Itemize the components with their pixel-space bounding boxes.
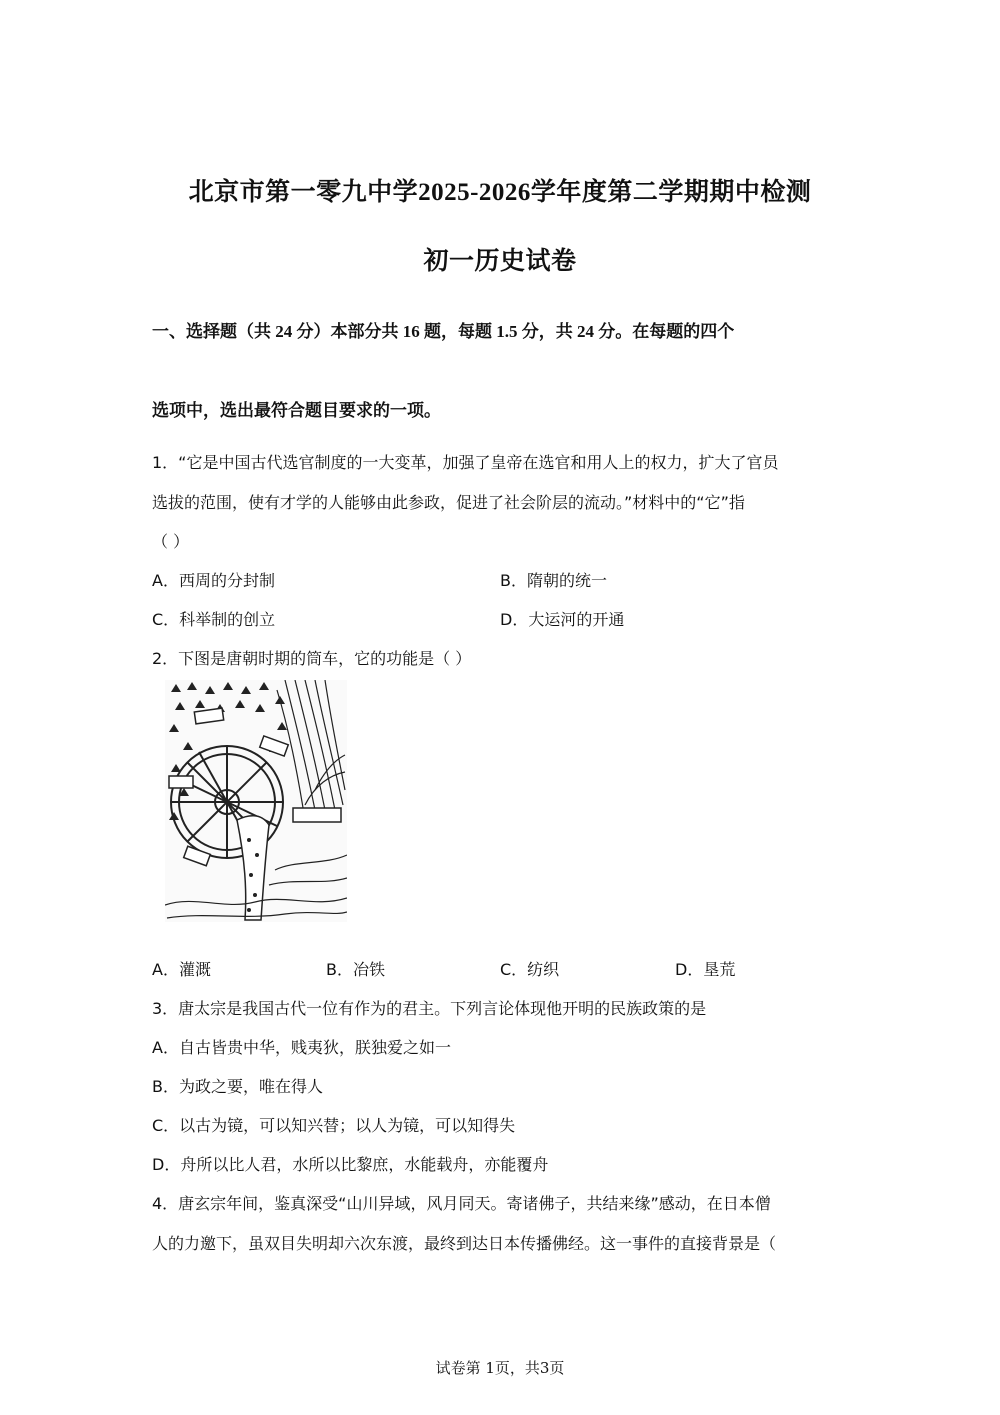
q4-stem-line1: 4．唐玄宗年间，鉴真深受“山川异域，风月同天。寄诸佛子，共结来缘”感动，在日本僧 [152,1194,771,1213]
q2-option-d[interactable]: D．垦荒 [675,960,736,979]
q1-answer-bracket: （ ） [152,532,190,551]
q3-option-c[interactable]: C．以古为镜，可以知兴替；以人为镜，可以知得失 [152,1116,516,1135]
q4-stem-line2: 人的力邀下，虽双目失明却六次东渡，最终到达日本传播佛经。这一事件的直接背景是（ [152,1234,777,1253]
q3-option-d[interactable]: D．舟所以比人君，水所以比黎庶，水能载舟，亦能覆舟 [152,1155,549,1174]
exam-subtitle: 初一历史试卷 [423,248,577,275]
page-footer: 试卷第 1页，共3页 [435,1359,565,1377]
q2-option-a[interactable]: A．灌溉 [152,960,211,979]
q3-option-b[interactable]: B．为政之要，唯在得人 [152,1077,323,1096]
q3-stem: 3．唐太宗是我国古代一位有作为的君主。下列言论体现他开明的民族政策的是 [152,999,707,1018]
q2-stem: 2．下图是唐朝时期的筒车，它的功能是（ ） [152,649,472,668]
q1-stem-line2: 选拔的范围，使有才学的人能够由此参政，促进了社会阶层的流动。”材料中的“它”指 [152,493,745,512]
q1-option-c[interactable]: C．科举制的创立 [152,610,276,629]
q2-option-b[interactable]: B．冶铁 [326,960,385,979]
q1-option-b[interactable]: B．隋朝的统一 [500,571,607,590]
q1-option-d[interactable]: D．大运河的开通 [500,610,625,629]
water-wheel-illustration [165,680,347,922]
section-instruction-line1: 一、选择题（共 24 分）本部分共 16 题，每题 1.5 分，共 24 分。在每题的四个 [152,322,735,341]
q3-option-a[interactable]: A．自古皆贵中华，贱夷狄，朕独爱之如一 [152,1038,451,1057]
section-instruction-line2: 选项中，选出最符合题目要求的一项。 [152,401,441,420]
q1-option-a[interactable]: A．西周的分封制 [152,571,275,590]
q2-option-c[interactable]: C．纺织 [500,960,560,979]
q1-stem-line1: 1．“它是中国古代选官制度的一大变革，加强了皇帝在选官和用人上的权力，扩大了官员 [152,453,779,472]
exam-title: 北京市第一零九中学2025-2026学年度第二学期期中检测 [188,179,812,206]
